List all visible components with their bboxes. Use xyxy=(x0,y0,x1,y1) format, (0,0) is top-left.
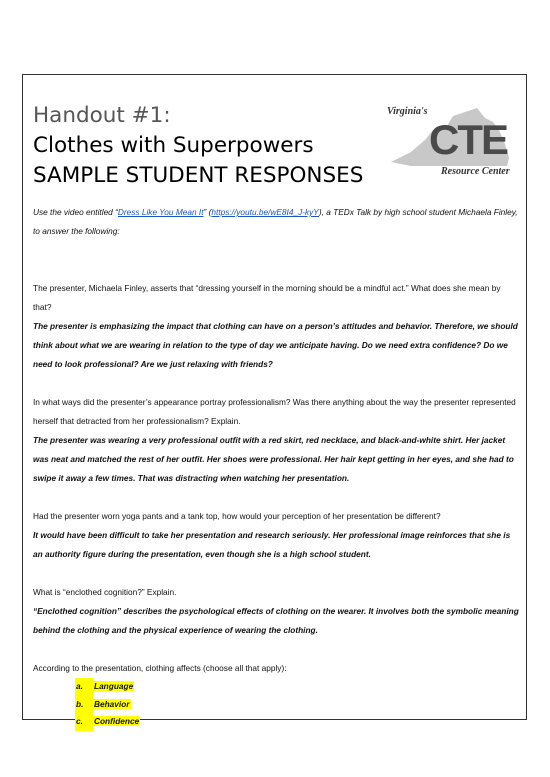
choice-label: Language xyxy=(94,681,134,691)
list-item xyxy=(75,713,521,731)
handout-title: Clothes with Superpowers xyxy=(33,133,314,158)
cte-logo xyxy=(381,100,521,180)
video-title-link[interactable]: Dress Like You Mean It xyxy=(117,207,204,217)
question-3: Had the presenter worn yoga pants and a tank top, how would your perception of her presentation be different? xyxy=(33,511,441,521)
final-question: According to the presentation, clothing affects (choose all that apply): xyxy=(33,663,287,673)
page-title xyxy=(33,101,363,191)
list-item xyxy=(75,678,521,696)
choice-marker: a. xyxy=(75,678,93,696)
question-4: What is “enclothed cognition?” Explain. xyxy=(33,587,177,597)
answer-3: It would have been difficult to take her presentation and research seriously. Her professional image reinforces that she is an authority figure during the presentation, even though she is a high school student. xyxy=(33,530,511,559)
logo-bottom-text: Resource Center xyxy=(441,166,510,177)
video-url-link[interactable]: https://youtu.be/wE8I4_J-kyY xyxy=(211,207,319,217)
question-1: The presenter, Michaela Finley, asserts that “dressing yourself in the morning should be a mindful act.” What does she mean by that? xyxy=(33,283,501,312)
handout-number: Handout #1: xyxy=(33,103,171,128)
intro-mid: ” ( xyxy=(203,207,212,217)
answer-2: The presenter was wearing a very professional outfit with a red skirt, red necklace, and black-and-white shirt. Her jacket was neat and matched the rest of her outfit. Her shoes were professional. Her hair kept getting in her eyes, and she had to swipe it away a few times. That was distracting when watching her presentation. xyxy=(33,435,514,483)
logo-big-text: CTE xyxy=(429,116,507,163)
logo-top-text: Virginia's xyxy=(387,106,428,117)
question-2: In what ways did the presenter’s appearance portray professionalism? Was there anything about the way the presenter represented herself that detracted from her professionalism? Explain. xyxy=(33,397,516,426)
answer-1: The presenter is emphasizing the impact that clothing can have on a person’s attitudes and behavior. Therefore, we should think about what we are wearing in relation to the type of day we anticipate having. Do we need extra confidence? Do we need to look professional? Are we just relaxing with friends? xyxy=(33,321,518,369)
list-item xyxy=(75,696,521,714)
intro-paragraph xyxy=(33,203,521,241)
choice-marker: b. xyxy=(75,696,93,714)
answer-4: “Enclothed cognition” describes the psychological effects of clothing on the wearer. It involves both the symbolic meaning behind the clothing and the physical experience of wearing the clothing. xyxy=(33,606,519,635)
intro-prefix: Use the video entitled “ xyxy=(33,207,118,217)
choices-list xyxy=(33,678,521,731)
choice-marker: c. xyxy=(75,713,93,731)
choice-label: Behavior xyxy=(94,698,130,709)
intro-suffix: ), a TEDx Talk by high school student Michaela Finley, to answer the following: xyxy=(33,207,518,236)
handout-body xyxy=(33,203,521,731)
handout-subtitle: SAMPLE STUDENT RESPONSES xyxy=(33,163,364,188)
choice-label: Confidence xyxy=(94,716,140,726)
